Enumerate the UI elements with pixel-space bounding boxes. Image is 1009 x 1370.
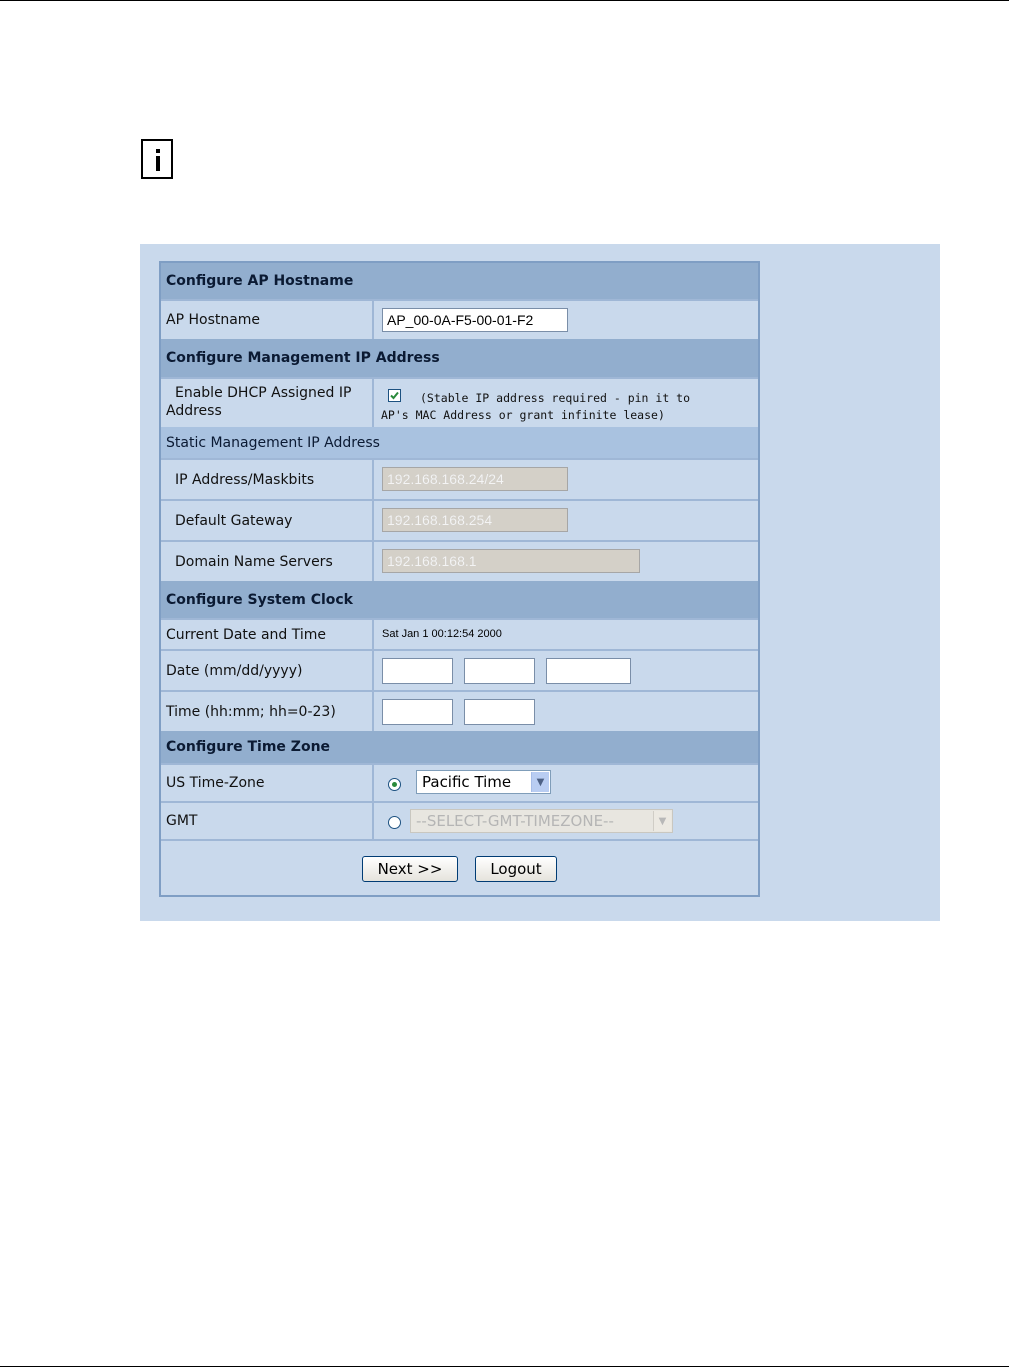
- configuration-panel: [140, 244, 940, 921]
- date-label: Date (mm/dd/yyyy): [161, 651, 374, 690]
- section-title: Configure System Clock: [166, 591, 353, 608]
- row-current-date: [161, 618, 758, 649]
- bottom-rule: [0, 1366, 1009, 1367]
- dns-label: Domain Name Servers: [161, 542, 374, 581]
- logout-button[interactable]: Logout: [475, 856, 557, 882]
- default-gateway-label: Default Gateway: [161, 501, 374, 540]
- section-title: Configure Management IP Address: [166, 350, 440, 366]
- section-header-clock: [161, 581, 758, 618]
- info-icon: [141, 139, 173, 179]
- top-rule: [0, 0, 1009, 1]
- us-timezone-select[interactable]: [416, 770, 551, 794]
- gmt-timezone-selected: --SELECT-GMT-TIMEZONE--: [416, 812, 614, 830]
- dhcp-label-line2: Address: [166, 403, 222, 419]
- checkmark-icon: [389, 390, 400, 401]
- current-date-label: Current Date and Time: [161, 620, 374, 649]
- chevron-down-icon: ▼: [653, 811, 671, 831]
- dhcp-checkbox[interactable]: [388, 389, 401, 402]
- default-gateway-input: [382, 508, 568, 532]
- ap-hostname-label: AP Hostname: [161, 301, 374, 339]
- time-label: Time (hh:mm; hh=0-23): [161, 692, 374, 731]
- gmt-label: GMT: [161, 803, 374, 839]
- row-buttons: [161, 839, 758, 895]
- section-header-timezone: [161, 731, 758, 763]
- ip-address-label: IP Address/Maskbits: [161, 460, 374, 499]
- row-default-gateway: [161, 499, 758, 540]
- row-ip-address: [161, 458, 758, 499]
- date-day-input[interactable]: [464, 658, 535, 684]
- subheader-static-ip: [161, 427, 758, 458]
- section-header-hostname: [161, 263, 758, 299]
- ip-address-input: [382, 467, 568, 491]
- time-hour-input[interactable]: [382, 699, 453, 725]
- gmt-radio[interactable]: [388, 816, 401, 829]
- dhcp-label-line1: Enable DHCP Assigned IP: [175, 385, 352, 401]
- dhcp-note-line2: AP's MAC Address or grant infinite lease): [381, 408, 665, 422]
- row-date: [161, 649, 758, 690]
- row-gmt: [161, 801, 758, 839]
- dns-input: [382, 549, 640, 573]
- dhcp-note-line1: (Stable IP address required - pin it to: [420, 391, 691, 405]
- subheader-title: Static Management IP Address: [166, 434, 380, 451]
- date-year-input[interactable]: [546, 658, 631, 684]
- ap-hostname-input[interactable]: [382, 308, 568, 332]
- row-time: [161, 690, 758, 731]
- gmt-timezone-select: [410, 809, 673, 833]
- us-timezone-label: US Time-Zone: [161, 765, 374, 801]
- next-button[interactable]: Next >>: [362, 856, 458, 882]
- current-date-value: Sat Jan 1 00:12:54 2000: [382, 628, 502, 640]
- dhcp-label: [161, 379, 374, 427]
- config-form: [159, 261, 760, 897]
- section-title: Configure Time Zone: [166, 739, 331, 755]
- time-minute-input[interactable]: [464, 699, 535, 725]
- row-dns: [161, 540, 758, 581]
- section-header-mgmt-ip: [161, 339, 758, 377]
- date-month-input[interactable]: [382, 658, 453, 684]
- row-dhcp: [161, 377, 758, 427]
- row-ap-hostname: [161, 299, 758, 339]
- us-timezone-radio[interactable]: [388, 778, 401, 791]
- us-timezone-selected: Pacific Time: [422, 773, 512, 791]
- section-title: Configure AP Hostname: [166, 273, 354, 289]
- chevron-down-icon: ▼: [531, 772, 549, 792]
- row-us-timezone: [161, 763, 758, 801]
